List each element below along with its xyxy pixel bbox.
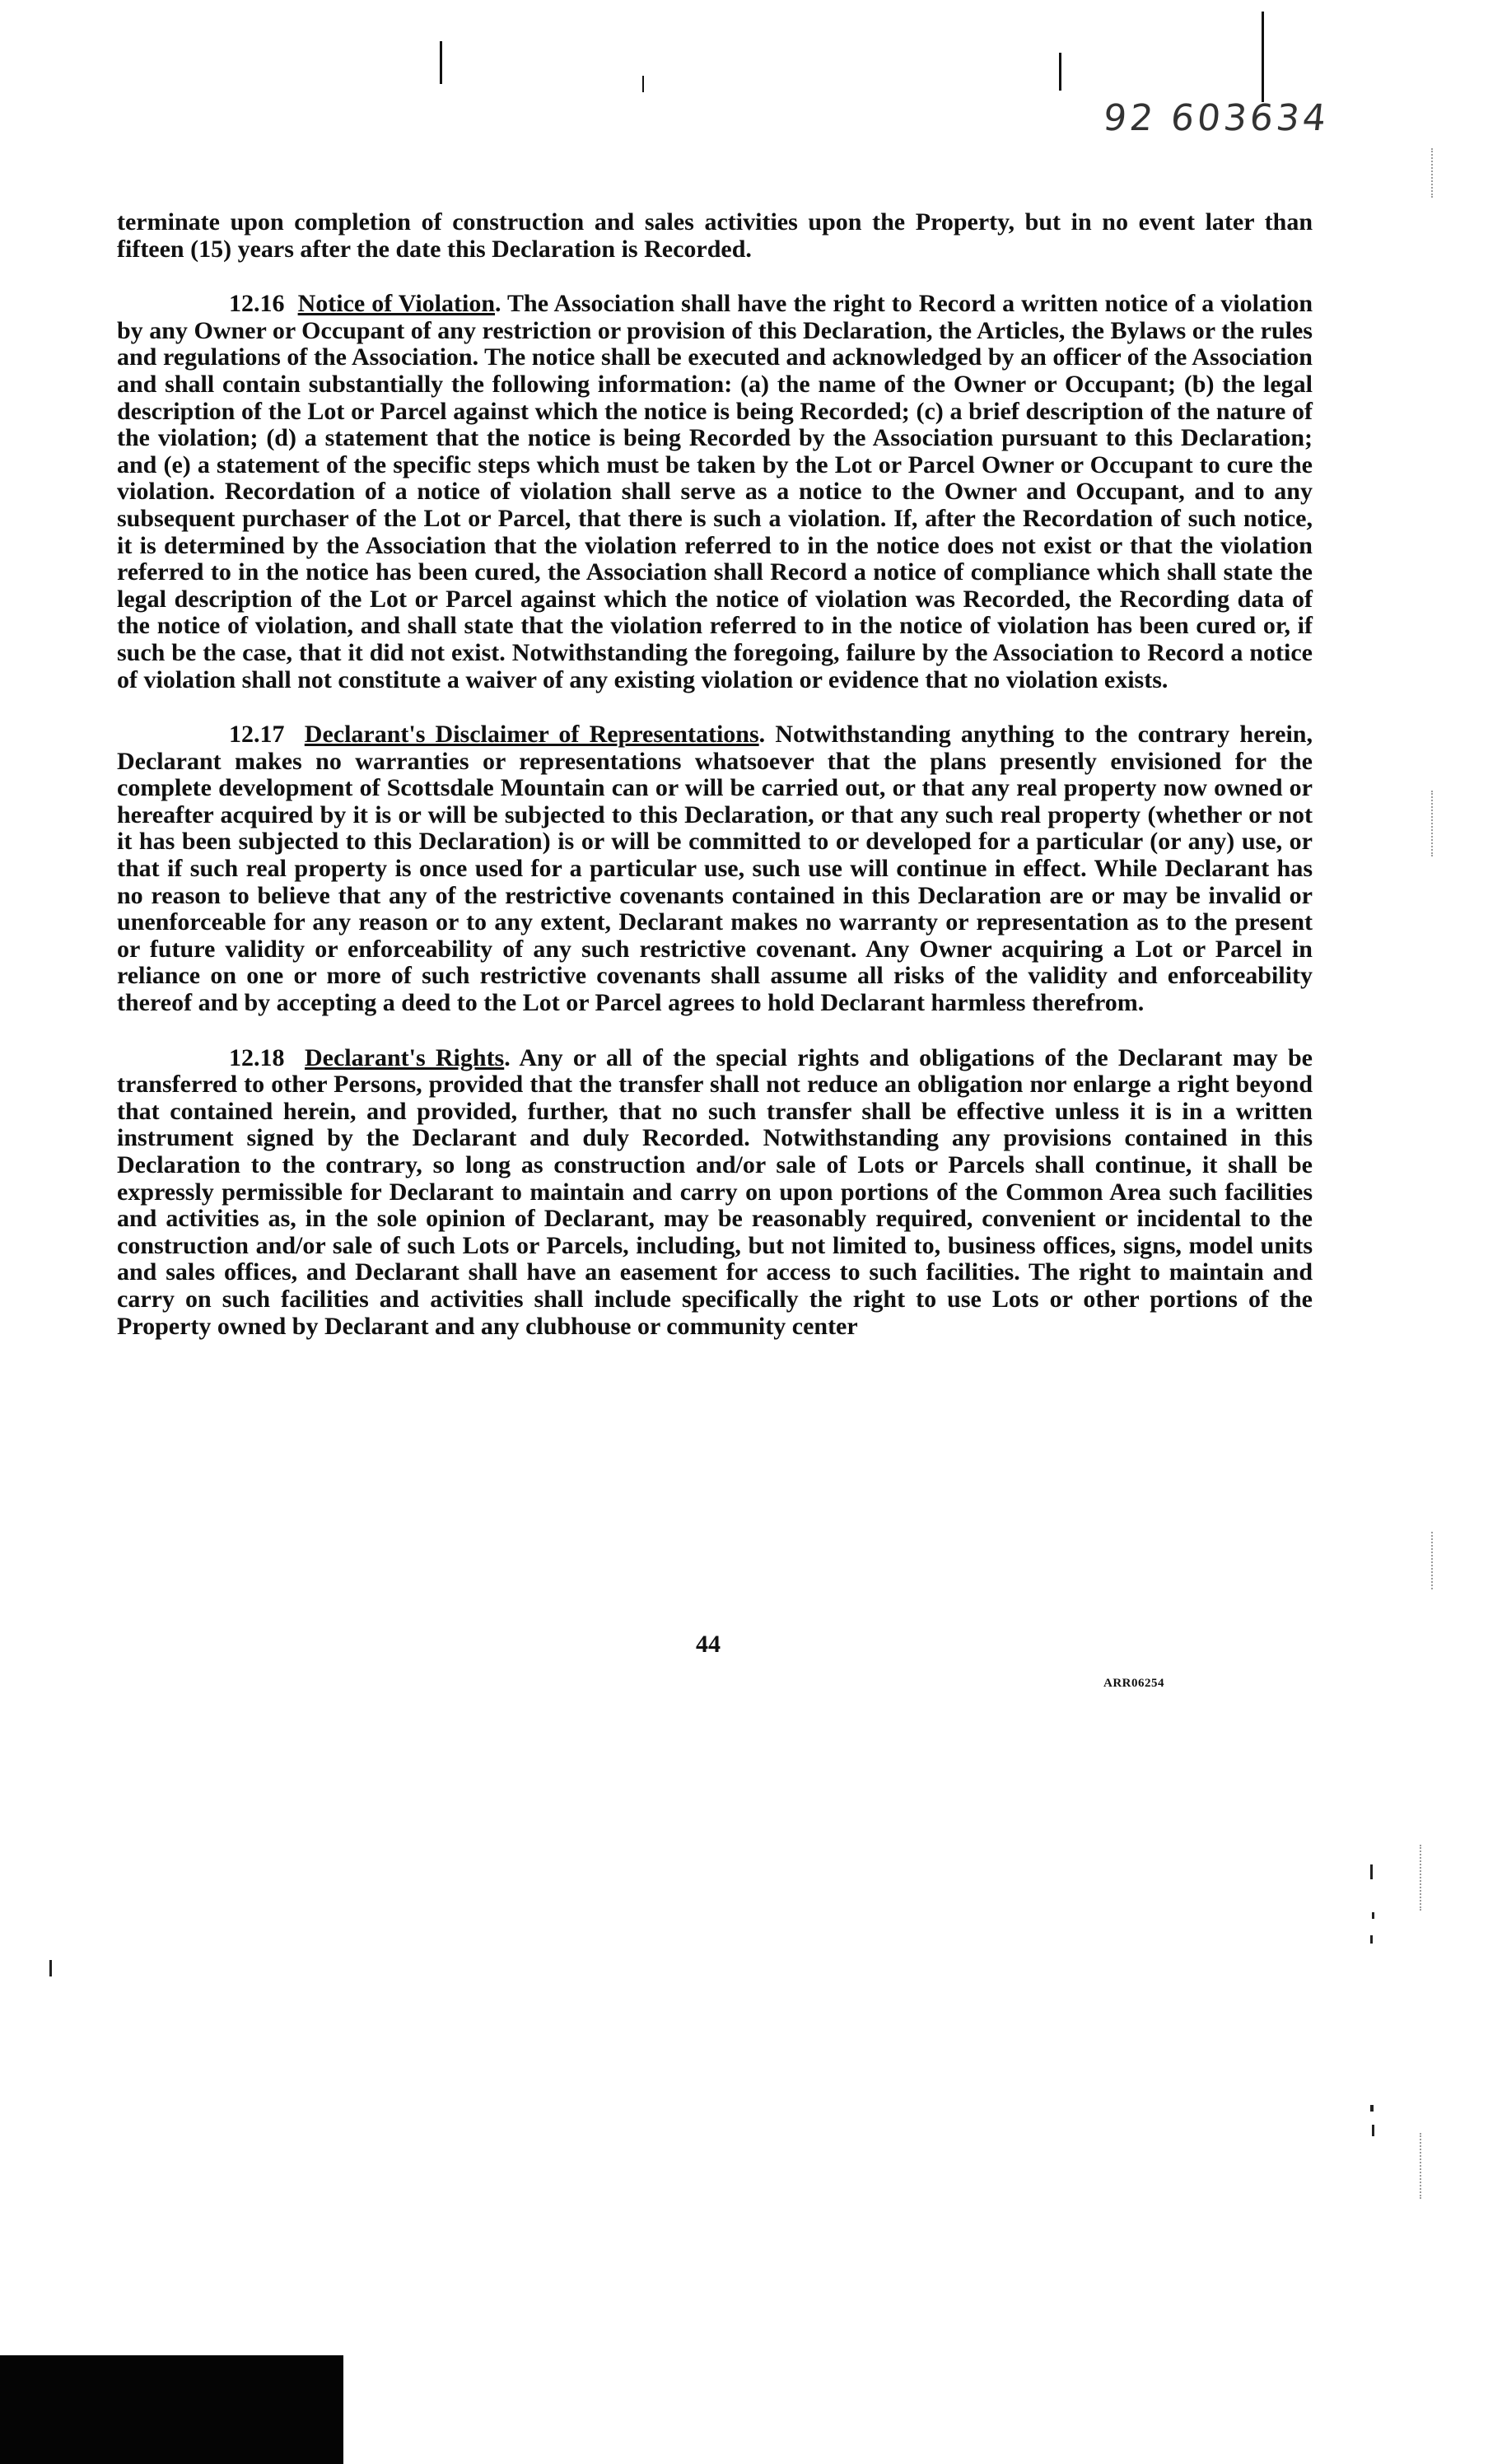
section-heading: Declarant's Disclaimer of Representations (304, 721, 759, 749)
recording-stamp-number: 92 603634 (1101, 97, 1332, 139)
section-number: 12.18 (229, 1043, 285, 1071)
scan-dotted-line (1420, 1845, 1423, 1911)
page-number: 44 (696, 1631, 721, 1658)
paragraph-continuation (117, 209, 1313, 263)
scan-dotted-line (1431, 148, 1434, 198)
section-text: . The Association shall have the right to Record a written notice of a violation by any Owner or Occupant of any restriction or provision of this Declaration, the Articles, the Bylaws or the rules and regulations of the Association. The notice shall be executed and acknowledged by an officer of the Association and shall contain substantially the following information: (a) the name of the Owner or Occupant; (b) the legal description of the Lot or Parcel against which the notice is being Recorded; (c) a brief description of the nature of the violation; (d) a statement that the notice is being Recorded by the Association pursuant to this Declaration; and (e) a statement of the specific steps which must be taken by the Lot or Parcel Owner or Occupant to cure the violation. Recordation of a notice of violation shall serve as a notice to the Owner and Occupant, and to any subsequent purchaser of the Lot or Parcel, that there is such a violation. If, after the Recordation of such notice, it is determined by the Association that the violation referred to in the notice does not exist or that the violation referred to in the notice has been cured, the Association shall Record a notice of compliance which shall state the legal description of the Lot or Parcel against which the notice of violation was Recorded, the Recording data of the notice of violation, and shall state that the violation referred to in the notice of violation has been cured or, if such be the case, that it did not exist. Notwithstanding the foregoing, failure by the Association to Record a notice of violation shall not constitute a waiver of any existing violation or evidence that no violation exists. (117, 290, 1313, 693)
section-12-17 (117, 721, 1313, 1017)
section-heading: Declarant's Rights (305, 1043, 505, 1071)
scan-dotted-line (1431, 1532, 1434, 1589)
scan-speck (1372, 2125, 1374, 2136)
scan-mark (440, 41, 442, 84)
scan-dotted-line (1431, 791, 1434, 856)
scan-speck (1370, 1864, 1373, 1879)
section-text: . Any or all of the special rights and obligations of the Declarant may be transferred to other Persons, provided that the transfer shall not reduce an obligation nor enlarge a right beyond that contained herein, and provided, further, that no such transfer shall be effective unless it is in a written instrument signed by the Declarant and duly Recorded. Notwithstanding any provisions contained in this Declaration to the contrary, so long as construction and/or sale of Lots or Parcels shall continue, it shall be expressly permissible for Declarant to maintain and carry on upon portions of the Common Area such facilities and activities as, in the sole opinion of Declarant, may be reasonably required, convenient or incidental to the construction and/or sale of such Lots or Parcels, including, but not limited to, business offices, signs, model units and sales offices, and Declarant shall have an easement for access to such facilities. The right to maintain and carry on such facilities and activities shall include specifically the right to use Lots or other portions of the Property owned by Declarant and any clubhouse or community center (117, 1043, 1313, 1340)
section-number: 12.17 (229, 721, 285, 749)
scan-speck (1372, 1912, 1374, 1919)
bates-number: ARR06254 (1103, 1677, 1164, 1690)
section-number: 12.16 (229, 290, 285, 318)
scan-speck (1370, 1935, 1373, 1944)
scan-dotted-line (1420, 2133, 1423, 2199)
scan-speck (49, 1960, 52, 1976)
paragraph-text: terminate upon completion of construction and sales activities upon the Property, but in no event later than fifteen (15) years after the date this Declaration is Recorded. (117, 208, 1313, 263)
document-body (117, 209, 1313, 1368)
scan-speck (1370, 2105, 1374, 2112)
section-12-18 (117, 1045, 1313, 1341)
scan-black-block (0, 2355, 343, 2464)
section-text: . Notwithstanding anything to the contrary herein, Declarant makes no warranties or representations whatsoever that the plans presently envisioned for the complete development of Scottsdale Mountain can or will be carried out, or that any real property now owned or hereafter acquired by it is or will be subjected to this Declaration, or that any such real property (whether or not it has been subjected to this Declaration) is or will be committed to or developed for a particular (or any) use, or that if such real property is once used for a particular use, such use will continue in effect. While Declarant has no reason to believe that any of the restrictive covenants contained in this Declaration are or may be invalid or unenforceable for any reason or to any extent, Declarant makes no warranty or representation as to the present or future validity or enforceability of any such restrictive covenant. Any Owner acquiring a Lot or Parcel in reliance on one or more of such restrictive covenants shall assume all risks of the validity and enforceability thereof and by accepting a deed to the Lot or Parcel agrees to hold Declarant harmless therefrom. (117, 721, 1313, 1017)
section-12-16 (117, 291, 1313, 693)
scan-mark (1059, 53, 1061, 91)
section-heading: Notice of Violation (297, 290, 496, 318)
scan-mark (642, 76, 644, 92)
scan-mark (1262, 12, 1264, 102)
